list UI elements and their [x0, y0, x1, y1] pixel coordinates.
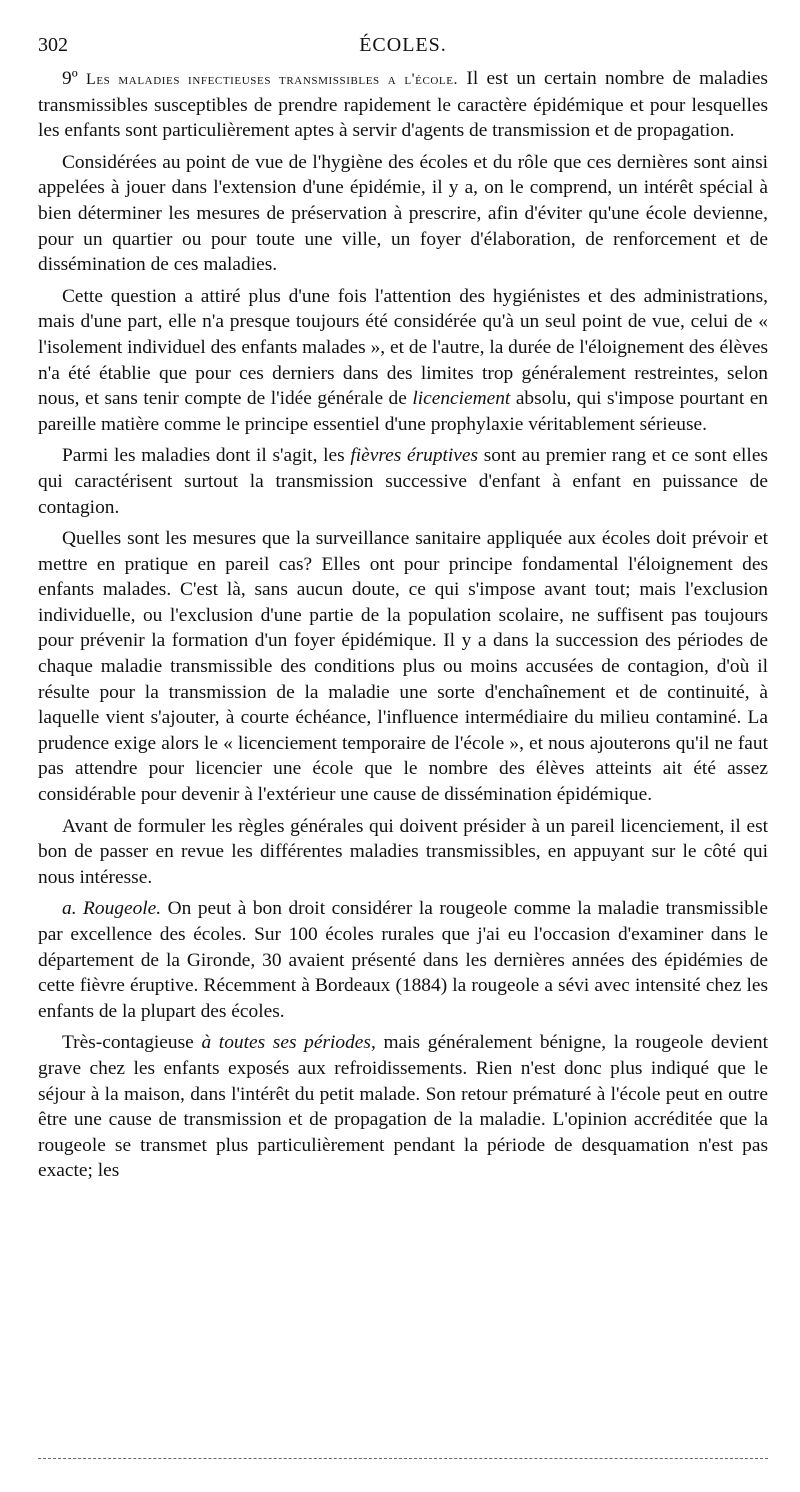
- running-head: [38, 30, 768, 60]
- paragraph-text: absolu, qui s'impose pourtant en pareille matière comme le principe essentiel d'une prophylaxie véritablement sérieuse.: [38, 388, 769, 435]
- section-title: Les maladies infectieuses transmissibles a l'école.: [85, 71, 459, 88]
- paragraph-text: Avant de formuler les règles générales qui doivent présider à un pareil licenciement, il est bon de passer en revue les différentes maladies transmissibles, en appuyant sur le côté qui nous intéresse.: [38, 815, 768, 888]
- paragraph-text: , mais généralement bénigne, la rougeole devient grave chez les enfants exposés aux refroidissements. Rien n'est donc plus indiqué que le séjour à la maison, dans l'intérêt du petit malade. Son retour prématuré à l'école peut en outre être une cause de transmission et de propagation de la maladie. L'opinion accréditée que la rougeole se transmet plus particulièrement pendant la période de desquamation n'est pas exacte; les: [38, 1032, 768, 1182]
- paragraph-section-intro: [38, 66, 768, 144]
- section-number: 9º: [62, 68, 78, 89]
- paragraph-text: Parmi les maladies dont il s'agit, les: [62, 445, 351, 467]
- subsection-heading: a. Rougeole.: [62, 898, 162, 920]
- page: [38, 30, 768, 1190]
- emphasis-text: licenciement: [412, 388, 511, 410]
- paragraph-text: Quelles sont les mesures que la surveillance sanitaire appliquée aux écoles doit prévoir et mettre en pratique en pareil cas? Elles ont pour principe fondamental l'éloignement des enfants malades. C'est là, sans aucun doute, ce qui s'impose avant tout; mais l'exclusion individuelle, ou l'exclusion d'une partie de la population scolaire, ne suffisent pas toujours pour prévenir la formation d'un foyer épidémique. Il y a dans la succession des périodes de chaque maladie transmissible des conditions plus ou moins accusées de contagion, d'où il résulte pour la transmission de la maladie une sorte d'enchaînement et de continuité, à laquelle vient s'ajouter, à courte échéance, l'influence intermédiaire du milieu contaminé. La prudence exige alors le « licenciement temporaire de l'école », et nous ajouterons qu'il ne faut pas attendre pour licencier une école que le nombre des élèves atteints ait été assez considérable pour devenir à l'extérieur une cause de dissémination épidémique.: [38, 528, 768, 806]
- emphasis-text: fièvres éruptives: [350, 445, 479, 467]
- paragraph: [38, 1030, 768, 1184]
- paragraph-text: Très-contagieuse: [62, 1032, 202, 1054]
- paragraph-text: Considérées au point de vue de l'hygiène des écoles et du rôle que ces dernières sont ainsi appelées à jouer dans l'extension d'une épidémie, il y a, on le comprend, un intérêt spécial à bien déterminer les mesures de préservation à prescrire, afin d'éviter qu'une école devienne, pour un quartier ou pour toute une ville, un foyer d'élaboration, de renforcement et de dissémination de ces maladies.: [38, 151, 768, 276]
- running-title: ÉCOLES.: [359, 34, 447, 56]
- page-number: 302: [38, 34, 68, 56]
- paragraph-rougeole: [38, 896, 768, 1024]
- paragraph-text: sont au premier rang et ce sont elles qui caractérisent surtout la transmission successive d'enfant à enfant en puissance de contagion.: [38, 445, 768, 518]
- emphasis-text: à toutes ses périodes: [201, 1032, 371, 1054]
- paragraph: [38, 443, 768, 520]
- body-text: [38, 66, 768, 1184]
- paragraph: [38, 814, 768, 891]
- paragraph-text: On peut à bon droit considérer la rougeole comme la maladie transmissible par excellence des écoles. Sur 100 écoles rurales que j'ai eu l'occasion d'examiner dans le département de la Gironde, 30 avaient présenté dans les dernières années des épidémies de cette fièvre éruptive. Récemment à Bordeaux (1884) la rougeole a sévi avec intensité chez les enfants de la plupart des écoles.: [38, 898, 768, 1022]
- paragraph: [38, 150, 768, 278]
- paragraph-text: Cette question a attiré plus d'une fois l'attention des hygiénistes et des administrations, mais d'une part, elle n'a presque toujours été considérée qu'à un seul point de vue, celui de « l'isolement individuel des enfants malades », et de l'autre, la durée de l'éloignement des élèves n'a été établie que pour ces derniers dans des limites trop généralement restreintes, selon nous, et sans tenir compte de l'idée générale de: [38, 285, 768, 410]
- paragraph: [38, 284, 768, 438]
- footer-rule: [38, 1458, 768, 1459]
- paragraph: [38, 526, 768, 808]
- paragraph-text: Il est un certain nombre de maladies transmissibles susceptibles de prendre rapidement le caractère épidémique et pour lesquelles les enfants sont particulièrement aptes à servir d'agents de transmission et de propagation.: [38, 68, 768, 142]
